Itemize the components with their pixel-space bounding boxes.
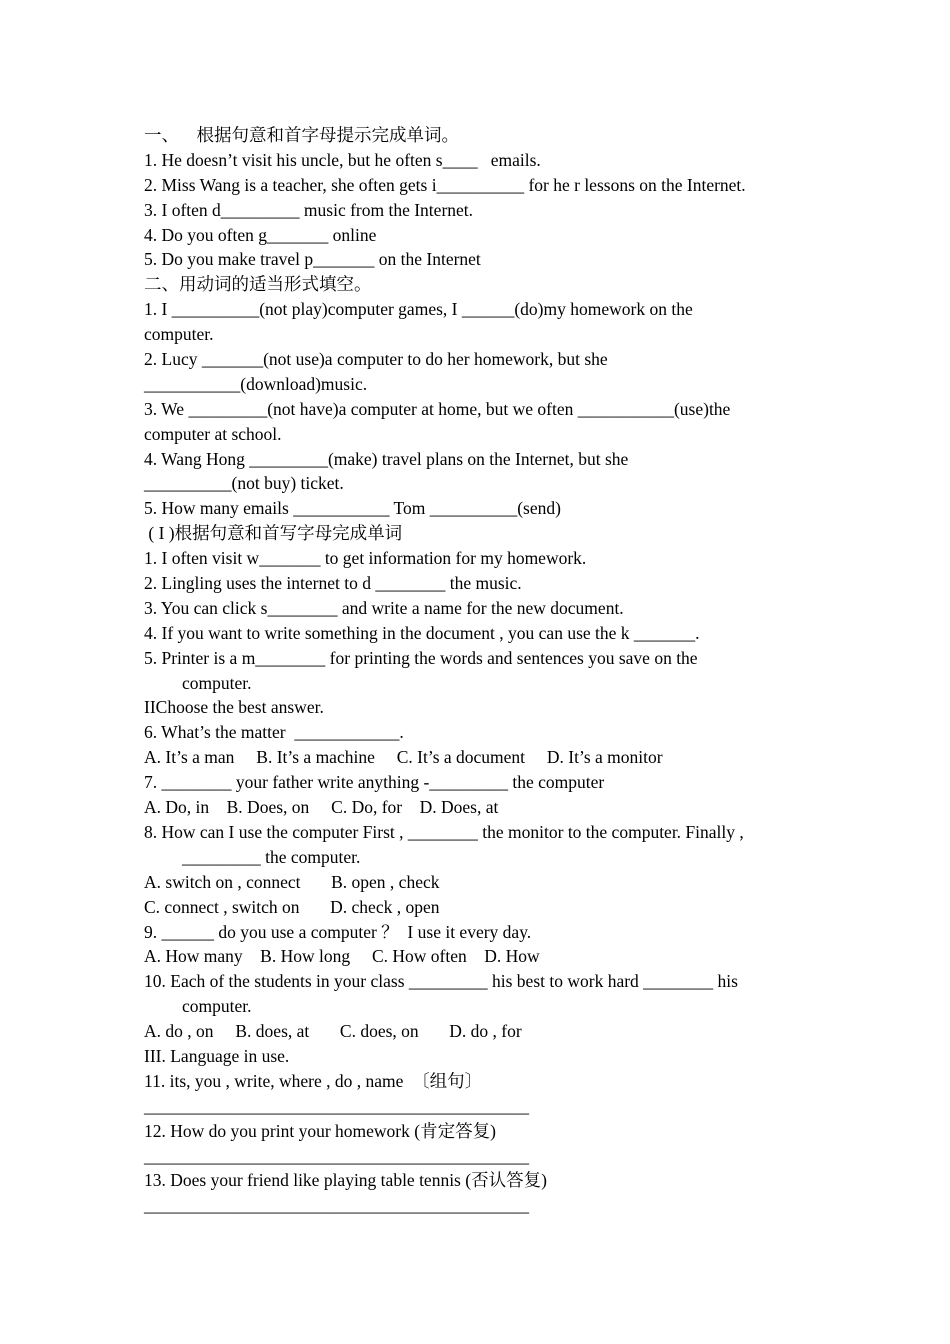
answer-options: A. switch on , connect B. open , check — [144, 871, 440, 892]
section-heading: IIChoose the best answer. — [144, 697, 324, 718]
question-line: 10. Each of the students in your class _________ his best to work hard ________ his — [144, 971, 738, 992]
section-verb-forms — [144, 272, 824, 521]
question-line: 11. its, you , write, where , do , name 〔组句〕 — [144, 1070, 483, 1091]
question-line-continued: _________ the computer. — [182, 846, 361, 867]
question-line: 1. I __________(not play)computer games, I ______(do)my homework on the — [144, 299, 693, 320]
worksheet-document — [144, 123, 824, 1218]
question-line: ___________(download)music. — [144, 373, 368, 394]
question-line: computer. — [144, 324, 214, 345]
question-line: 3. I often d_________ music from the Internet. — [144, 199, 474, 220]
question-line: 12. How do you print your homework (肯定答复) — [144, 1120, 496, 1141]
question-line: 3. You can click s________ and write a name for the new document. — [144, 597, 624, 618]
question-line: computer at school. — [144, 423, 282, 444]
section-complete-words — [144, 521, 824, 695]
question-line: 1. I often visit w_______ to get information for my homework. — [144, 548, 587, 569]
question-line-continued: computer. — [182, 996, 252, 1017]
question-line: 5. How many emails ___________ Tom __________(send) — [144, 498, 561, 519]
answer-blank-line: ____________________________________________ — [144, 1095, 529, 1116]
answer-blank-line: ____________________________________________ — [144, 1195, 529, 1216]
answer-options: C. connect , switch on D. check , open — [144, 896, 440, 917]
section-choose-best-answer — [144, 695, 824, 1043]
answer-options: A. It’s a man B. It’s a machine C. It’s a document D. It’s a monitor — [144, 747, 663, 768]
section-heading: III. Language in use. — [144, 1045, 290, 1066]
section-vocabulary-first-letter — [144, 123, 824, 272]
question-line: 6. What’s the matter ____________. — [144, 722, 404, 743]
question-line: 5. Printer is a m________ for printing the words and sentences you save on the — [144, 647, 698, 668]
answer-options: A. How many B. How long C. How often D. How — [144, 946, 540, 967]
section-heading: 二、用动词的适当形式填空。 — [144, 274, 372, 295]
question-line: 8. How can I use the computer First , ________ the monitor to the computer. Finally , — [144, 821, 744, 842]
question-line: 5. Do you make travel p_______ on the Internet — [144, 249, 481, 270]
question-line: 4. Do you often g_______ online — [144, 224, 377, 245]
question-line: 13. Does your friend like playing table tennis (否认答复) — [144, 1170, 547, 1191]
answer-options: A. Do, in B. Does, on C. Do, for D. Does, at — [144, 797, 499, 818]
question-line: 2. Lingling uses the internet to d ________ the music. — [144, 573, 522, 594]
question-line-continued: computer. — [182, 672, 252, 693]
section-heading: 一、 根据句意和首字母提示完成单词。 — [144, 125, 459, 145]
section-language-in-use — [144, 1044, 824, 1218]
question-line: 9. ______ do you use a computer ？ I use it every day. — [144, 921, 532, 942]
question-line: 4. If you want to write something in the document , you can use the k _______. — [144, 622, 700, 643]
answer-blank-line: ____________________________________________ — [144, 1145, 529, 1166]
section-heading: ( I )根据句意和首写字母完成单词 — [144, 523, 403, 544]
answer-options: A. do , on B. does, at C. does, on D. do , for — [144, 1021, 522, 1042]
question-line: 4. Wang Hong _________(make) travel plans on the Internet, but she — [144, 448, 629, 469]
question-line: 1. He doesn’t visit his uncle, but he often s____ emails. — [144, 149, 541, 170]
question-line: __________(not buy) ticket. — [144, 473, 344, 494]
question-line: 2. Lucy _______(not use)a computer to do her homework, but she — [144, 349, 608, 370]
question-line: 3. We _________(not have)a computer at home, but we often ___________(use)the — [144, 398, 731, 419]
question-line: 7. ________ your father write anything -_________ the computer — [144, 772, 605, 793]
question-line: 2. Miss Wang is a teacher, she often gets i__________ for he r lessons on the Internet. — [144, 174, 746, 195]
